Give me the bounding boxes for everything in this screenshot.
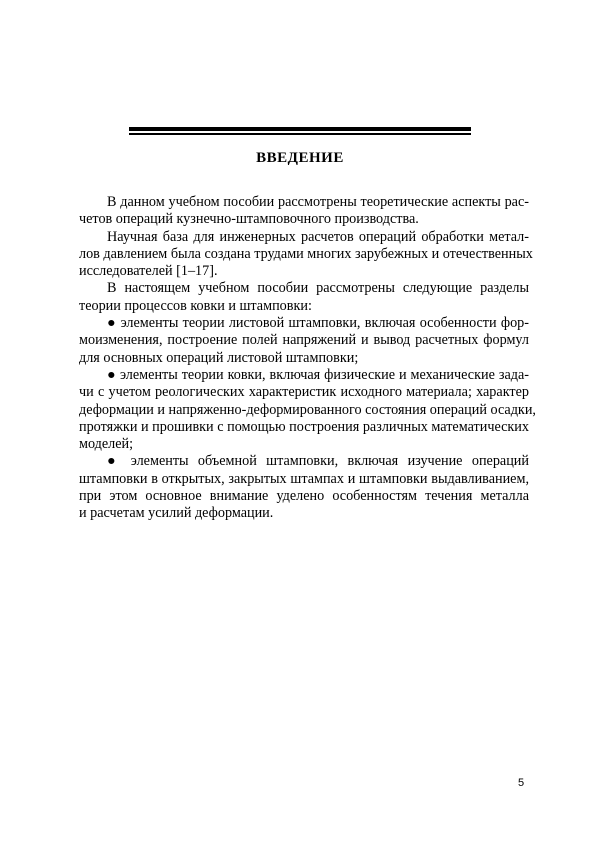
paragraph-science-base xyxy=(79,228,533,281)
text-line: и расчетам усилий деформации. xyxy=(79,505,274,522)
text-line: четов операций кузнечно-штамповочного производства. xyxy=(79,211,419,228)
text-line: В данном учебном пособии рассмотрены теоретические аспекты рас- xyxy=(107,194,529,210)
text-line: чи с учетом реологических характеристик исходного материала; характер xyxy=(79,384,529,401)
text-line: протяжки и прошивки с помощью построения различных математических xyxy=(79,418,529,435)
bullet-sheet-stamping xyxy=(79,315,529,367)
text-line: ● элементы теории ковки, включая физические и механические зада- xyxy=(107,366,529,383)
text-line: В настоящем учебном пособии рассмотрены следующие разделы xyxy=(107,280,529,297)
text-line: теории процессов ковки и штамповки: xyxy=(79,297,312,314)
header-rule-thick xyxy=(129,127,471,131)
text-line: штамповки в открытых, закрытых штампах и штамповки выдавливанием, xyxy=(79,470,529,487)
bullet-forging-theory xyxy=(79,366,536,453)
paragraph-intro xyxy=(79,194,529,229)
text-line: при этом основное внимание уделено особенностям течения металла xyxy=(79,488,529,505)
section-heading: ВВЕДЕНИЕ xyxy=(256,150,344,166)
text-line: моизменения, построение полей напряжений и вывод расчетных формул xyxy=(79,332,529,349)
text-line: исследователей [1–17]. xyxy=(79,263,218,280)
text-line: деформации и напряженно-деформированного состояния операций осадки, xyxy=(79,401,536,418)
paragraph-sections-intro xyxy=(79,280,529,315)
text-line: ● элементы теории листовой штамповки, включая особенности фор- xyxy=(107,315,529,332)
header-double-rule xyxy=(129,127,471,135)
header-rule-thin xyxy=(129,133,471,135)
text-line: ● элементы объемной штамповки, включая изучение операций xyxy=(107,453,529,470)
body-text xyxy=(79,194,536,523)
bullet-die-forging xyxy=(79,453,529,522)
text-line: лов давлением была создана трудами многих зарубежных и отечественных xyxy=(79,245,533,262)
page-number: 5 xyxy=(518,777,525,789)
text-line: Научная база для инженерных расчетов операций обработки метал- xyxy=(107,228,529,245)
text-line: моделей; xyxy=(79,436,134,453)
text-line: для основных операций листовой штамповки; xyxy=(79,349,359,366)
